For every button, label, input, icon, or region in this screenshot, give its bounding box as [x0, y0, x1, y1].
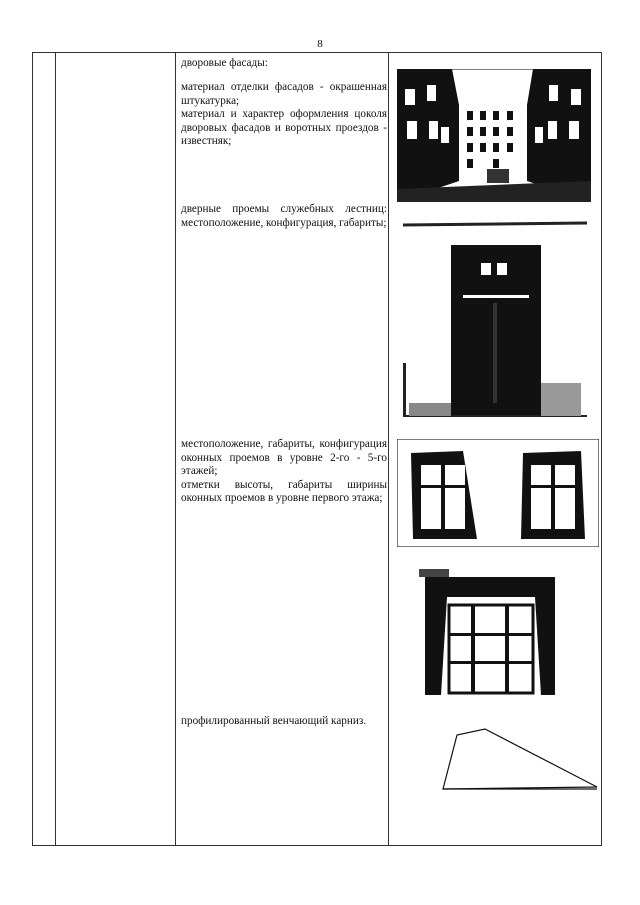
ground-window-photo	[419, 567, 561, 695]
upper-windows-text: местоположение, габариты, конфигурация оконных проемов в уровне 2-го - 5-го этажей;	[181, 438, 387, 477]
window-openings-text	[181, 438, 387, 506]
cornice-profile-drawing	[439, 725, 599, 791]
page-number: 8	[317, 38, 323, 50]
column-divider-1	[55, 53, 56, 845]
facade-finish-text: материал отделки фасадов - окрашенная штукатурка;	[181, 81, 387, 107]
protected-elements-table	[32, 52, 602, 846]
cornice-text: профилированный венчающий карниз.	[181, 715, 367, 727]
service-door-photo	[401, 213, 589, 426]
service-stair-doors-text: дверные проемы служебных лестниц: местоположение, конфигурация, габариты;	[181, 203, 387, 229]
facade-material-text	[181, 81, 387, 149]
column-divider-2	[175, 53, 176, 845]
courtyard-photo	[397, 69, 591, 202]
ground-windows-text: отметки высоты, габариты ширины оконных проемов в уровне первого этажа;	[181, 478, 387, 504]
courtyard-facades-heading: дворовые фасады:	[181, 57, 268, 69]
plinth-material-text: материал и характер оформления цоколя дворовых фасадов и воротных проездов - известняк;	[181, 108, 387, 147]
column-divider-3	[388, 53, 389, 845]
upper-windows-photo	[397, 439, 599, 547]
